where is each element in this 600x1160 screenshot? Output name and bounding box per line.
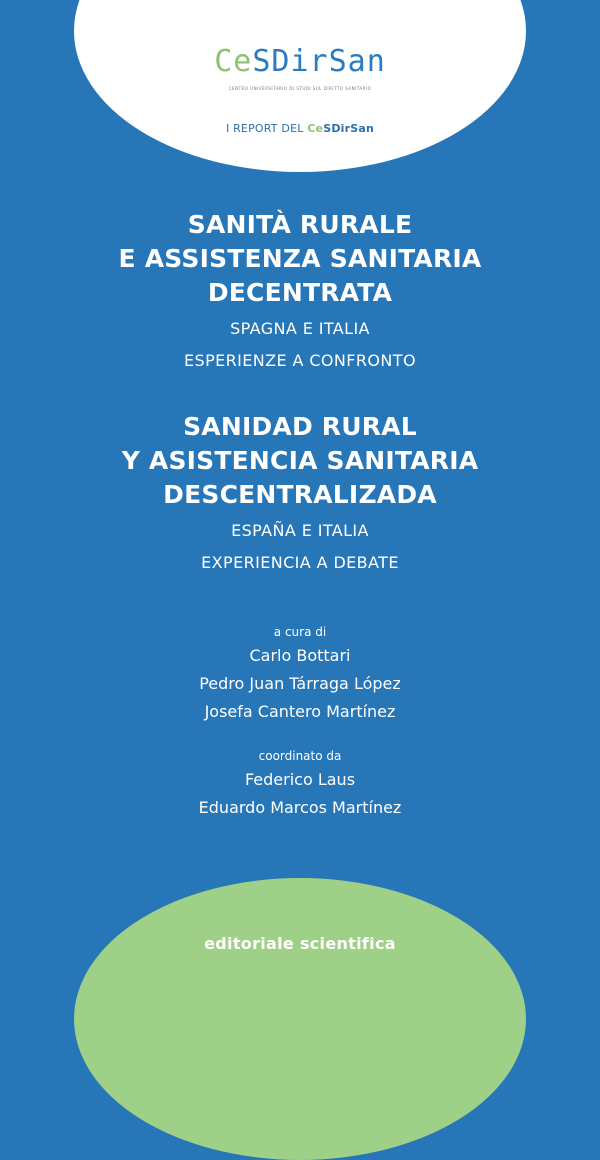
spanish-subtitle (0, 515, 600, 579)
italian-title-line-3: DECENTRATA (207, 278, 393, 307)
series-brand-sdirsan: SDirSan (323, 122, 375, 135)
italian-title-line-1: SANITÀ RURALE (187, 210, 413, 239)
series-label (0, 122, 600, 135)
coordinators-label: coordinato da (258, 749, 342, 763)
italian-subtitle (0, 313, 600, 377)
cesdirsan-logo (0, 44, 600, 80)
editor-name: Carlo Bottari (249, 646, 351, 665)
logo-part-s: S (252, 44, 272, 79)
italian-subtitle-line-2: ESPERIENZE A CONFRONTO (184, 351, 416, 370)
editor-name: Josefa Cantero Martínez (204, 702, 396, 721)
spanish-title-line-3: DESCENTRALIZADA (163, 480, 437, 509)
publisher-name: editoriale scientifica (204, 934, 396, 953)
series-brand-ce: Ce (307, 122, 324, 135)
italian-title (0, 208, 600, 310)
spanish-title-line-1: SANIDAD RURAL (183, 412, 417, 441)
coordinator-name: Eduardo Marcos Martínez (198, 798, 402, 817)
logo-part-san: San (328, 44, 386, 79)
series-brand (307, 122, 374, 135)
editors-label: a cura di (273, 625, 327, 639)
logo-tagline: CENTRO UNIVERSITARIO DI STUDI SUL DIRITTO SANITARIO (228, 86, 372, 91)
italian-title-line-2: E ASSISTENZA SANITARIA (118, 244, 482, 273)
logo-part-ce: Ce (214, 44, 253, 79)
spanish-subtitle-line-2: EXPERIENCIA A DEBATE (201, 553, 399, 572)
spanish-title (0, 410, 600, 512)
editors-section (0, 622, 600, 726)
series-prefix: I REPORT DEL (225, 122, 308, 135)
spanish-subtitle-line-1: ESPAÑA E ITALIA (231, 521, 369, 540)
coordinator-name: Federico Laus (244, 770, 356, 789)
coordinators-section (0, 746, 600, 822)
logo-part-dir: Dir (271, 44, 329, 79)
italian-subtitle-line-1: SPAGNA E ITALIA (230, 319, 370, 338)
bottom-oval (74, 878, 526, 1160)
spanish-title-line-2: Y ASISTENCIA SANITARIA (121, 446, 479, 475)
editor-name: Pedro Juan Tárraga López (199, 674, 401, 693)
